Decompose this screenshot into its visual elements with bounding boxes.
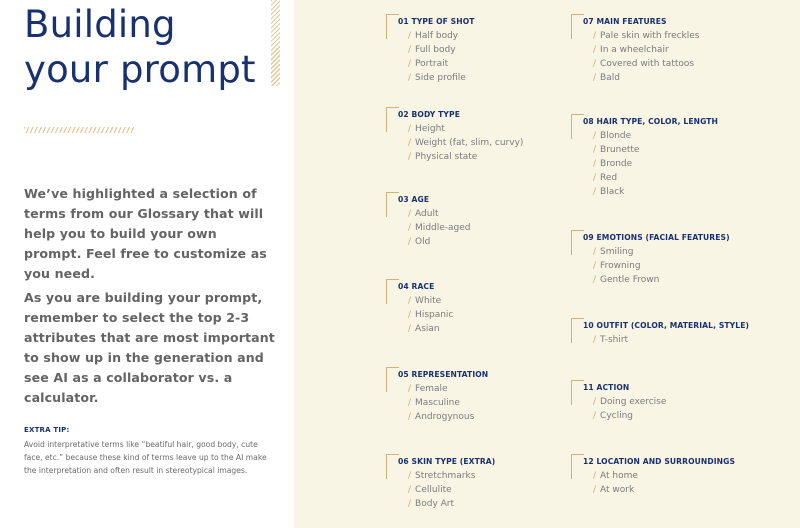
term-separator: / [593,335,597,345]
extra-tip-heading: EXTRA TIP: [24,426,70,434]
term-separator: / [593,173,597,183]
term-separator: / [593,397,597,407]
term-separator: / [593,471,597,481]
term-item [408,396,488,410]
term-label: Androgynous [415,412,475,422]
term-item [593,129,718,143]
term-label: Middle-aged [415,223,471,233]
term-item [593,43,700,57]
term-label: At home [600,471,638,481]
term-item [593,171,718,185]
decorative-stripe-horizontal [24,127,135,133]
term-separator: / [408,296,412,306]
title-line-2: your prompt [24,48,256,91]
extra-tip-body: Avoid interpretative terms like “beatiful hair, good body, cute face, etc.” because these kind of terms leave up to the AI make the interpretation and often result in stereotypical images. [24,440,267,475]
term-separator: / [408,398,412,408]
term-separator: / [408,412,412,422]
intro-paragraph-1: We’ve highlighted a selection of terms from our Glossary that will help you to build your own prompt. Feel free to customize as you need. [24,186,267,281]
glossary-section [571,14,700,85]
decorative-stripe-vertical [271,0,280,86]
term-separator: / [593,131,597,141]
term-label: Adult [415,209,439,219]
term-separator: / [593,59,597,69]
term-separator: / [408,138,412,148]
term-item [408,136,523,150]
section-title: 01 TYPE OF SHOT [398,17,475,26]
term-label: Side profile [415,73,466,83]
term-item [593,273,730,287]
term-label: Female [415,384,448,394]
term-label: Pale skin with freckles [600,31,700,41]
term-separator: / [408,324,412,334]
term-label: Cellulite [415,485,452,495]
term-label: Doing exercise [600,397,667,407]
term-item [593,469,735,483]
term-item [593,483,735,497]
term-label: Physical state [415,152,478,162]
term-label: Hispanic [415,310,454,320]
term-separator: / [408,31,412,41]
term-label: In a wheelchair [600,45,669,55]
left-panel [0,0,294,528]
term-separator: / [408,73,412,83]
title-line-1: Building [24,3,176,46]
glossary-section [386,192,471,249]
section-term-list [571,469,735,497]
term-item [408,483,495,497]
glossary-section [571,454,735,497]
term-separator: / [408,237,412,247]
term-item [408,122,523,136]
section-term-list [386,469,495,511]
term-label: Red [600,173,618,183]
glossary-section [386,107,523,164]
term-label: Cycling [600,411,634,421]
term-item [408,497,495,511]
term-label: Frowning [600,261,641,271]
glossary-section [571,380,666,423]
term-separator: / [408,223,412,233]
page-title [24,2,256,92]
term-label: Masculine [415,398,460,408]
term-label: Brunette [600,145,640,155]
term-separator: / [593,159,597,169]
term-separator: / [408,124,412,134]
glossary-section [571,230,730,287]
term-label: White [415,296,442,306]
term-label: Portrait [415,59,449,69]
term-item [593,333,749,347]
term-item [408,322,453,336]
term-item [408,207,471,221]
section-term-list [571,333,749,347]
section-term-list [571,395,666,423]
term-item [593,409,666,423]
term-item [408,308,453,322]
term-item [408,382,488,396]
glossary-section [571,114,718,199]
term-separator: / [593,247,597,257]
section-title: 10 OUTFIT (COLOR, MATERIAL, STYLE) [583,321,750,330]
term-label: At work [600,485,635,495]
term-label: Blonde [600,131,632,141]
term-label: Covered with tattoos [600,59,695,69]
section-term-list [571,245,730,287]
term-separator: / [408,209,412,219]
section-title: 06 SKIN TYPE (EXTRA) [398,457,496,466]
term-item [593,185,718,199]
section-title: 05 REPRESENTATION [398,370,489,379]
term-label: Weight (fat, slim, curvy) [415,138,524,148]
term-separator: / [408,471,412,481]
term-item [593,57,700,71]
section-title: 11 ACTION [583,383,630,392]
term-separator: / [408,499,412,509]
term-label: T-shirt [600,335,629,345]
term-item [593,259,730,273]
term-label: Asian [415,324,440,334]
term-item [593,157,718,171]
term-label: Bald [600,73,620,83]
term-separator: / [593,485,597,495]
term-item [593,245,730,259]
term-label: Full body [415,45,456,55]
term-label: Height [415,124,445,134]
term-separator: / [408,152,412,162]
term-label: Body Art [415,499,455,509]
term-item [593,395,666,409]
term-label: Smiling [600,247,634,257]
term-separator: / [593,275,597,285]
intro-paragraph-2: As you are building your prompt, remember to select the top 2-3 attributes that are most important to show up in the generation and see AI as a collaborator vs. a calculator. [24,290,275,405]
term-item [408,150,523,164]
term-label: Gentle Frown [600,275,660,285]
glossary-section [386,367,488,424]
term-separator: / [593,145,597,155]
term-separator: / [408,59,412,69]
section-title: 09 EMOTIONS (FACIAL FEATURES) [583,233,730,242]
term-separator: / [408,45,412,55]
section-title: 08 HAIR TYPE, COLOR, LENGTH [583,117,719,126]
glossary-section [386,454,495,511]
term-label: Bronde [600,159,633,169]
glossary-section [571,318,749,347]
term-separator: / [593,261,597,271]
section-term-list [571,29,700,85]
term-separator: / [593,31,597,41]
term-separator: / [593,73,597,83]
term-item [408,43,475,57]
term-item [593,29,700,43]
term-item [408,294,453,308]
term-separator: / [593,411,597,421]
term-item [408,221,471,235]
section-title: 04 RACE [398,282,435,291]
term-separator: / [408,384,412,394]
term-item [408,29,475,43]
term-item [593,143,718,157]
term-item [408,235,471,249]
term-label: Half body [415,31,459,41]
term-item [408,410,488,424]
term-separator: / [593,187,597,197]
term-separator: / [593,45,597,55]
section-term-list [571,129,718,199]
section-title: 03 AGE [398,195,430,204]
section-term-list [386,29,475,85]
term-separator: / [408,485,412,495]
section-term-list [386,382,488,424]
glossary-section [386,14,475,85]
section-title: 12 LOCATION AND SURROUNDINGS [583,457,736,466]
section-title: 02 BODY TYPE [398,110,460,119]
section-term-list [386,122,523,164]
term-separator: / [408,310,412,320]
term-item [408,469,495,483]
term-item [408,57,475,71]
term-item [593,71,700,85]
term-label: Black [600,187,625,197]
term-label: Old [415,237,431,247]
term-label: Stretchmarks [415,471,476,481]
glossary-section [386,279,453,336]
term-item [408,71,475,85]
section-title: 07 MAIN FEATURES [583,17,667,26]
